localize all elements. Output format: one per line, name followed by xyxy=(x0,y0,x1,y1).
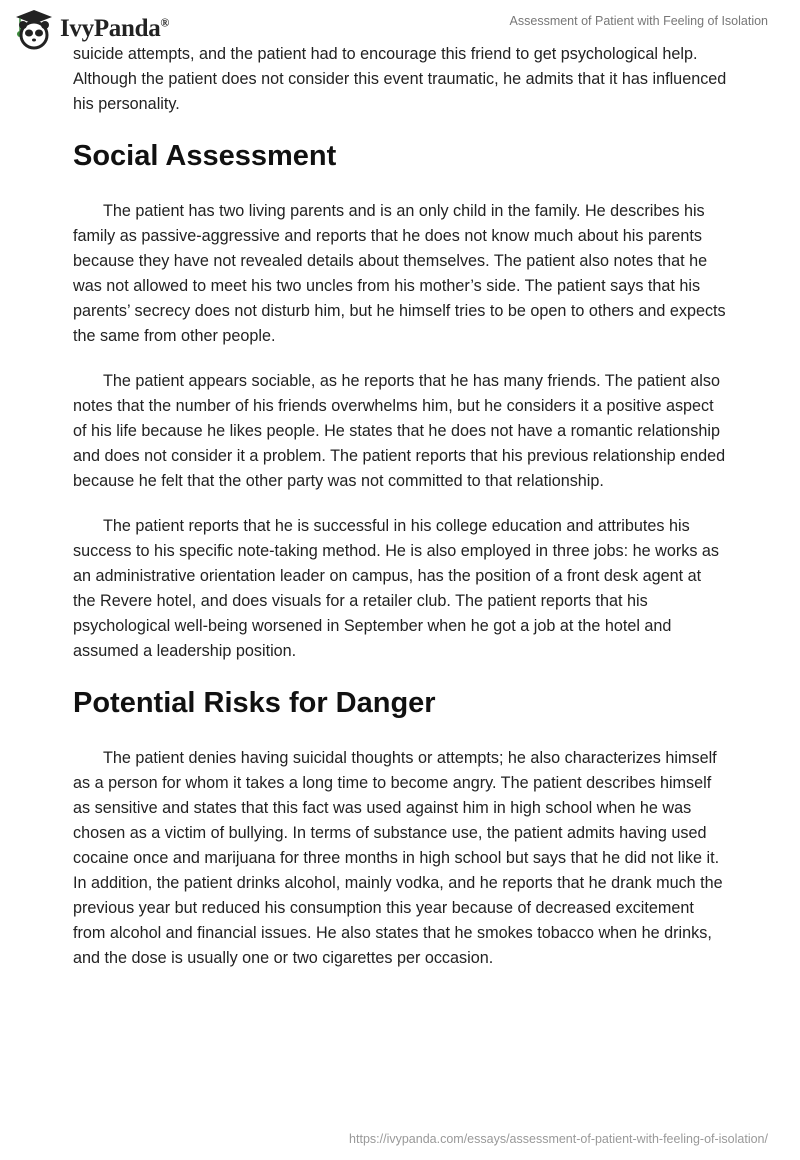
essay-body xyxy=(73,42,727,991)
brand-name: IvyPanda xyxy=(60,15,161,42)
paragraph: The patient denies having suicidal thoughts or attempts; he also characterizes himself as a person for whom it takes a long time to become angry. The patient describes himself as sensitive and states that this fact was used against him in high school when he was chosen as a victim of bullying. In terms of substance use, the patient admits having used cocaine once and marijuana for three months in high school but says that he did not like it. In addition, the patient drinks alcohol, mainly vodka, and he reports that he drank much the previous year but reduced his consumption this year because of decreased excitement from alcohol and financial issues. He also states that he smokes tobacco when he drinks, and the dose is usually one or two cigarettes per occasion. xyxy=(73,749,723,967)
paragraph: The patient appears sociable, as he reports that he has many friends. The patient also notes that the number of his friends overwhelms him, but he considers it a positive aspect of his life because he likes people. He states that he does not have a romantic relationship and does not consider it a problem. The patient reports that his previous relationship ended because he felt that the other party was not committed to that relationship. xyxy=(73,372,726,490)
section-heading-potential-risks: Potential Risks for Danger xyxy=(73,687,436,719)
intro-paragraph: suicide attempts, and the patient had to encourage this friend to get psychological help. Although the patient does not consider this event traumatic, he admits that it has influenced his personality. xyxy=(73,45,727,113)
paragraph: The patient has two living parents and is an only child in the family. He describes his family as passive-aggressive and reports that he does not know much about his parents because they have not revealed details about themselves. The patient also notes that he was not allowed to meet his two uncles from his mother’s side. The patient says that his parents’ secrecy does not disturb him, but he himself tries to be open to others and expects the same from other people. xyxy=(73,202,726,345)
paragraph: The patient reports that he is successful in his college education and attributes his success to his specific note-taking method. He is also employed in three jobs: he works as an administrative orientation leader on campus, has the position of a front desk agent at the Revere hotel, and does visuals for a retailer club. The patient reports that his psychological well-being worsened in September when he got a job at the hotel and assumed a leadership position. xyxy=(73,517,720,660)
panda-graduate-icon xyxy=(14,8,54,50)
section-heading-social-assessment: Social Assessment xyxy=(73,140,337,172)
source-url[interactable]: https://ivypanda.com/essays/assessment-of-patient-with-feeling-of-isolation/ xyxy=(349,1132,768,1146)
brand-registered-mark: ® xyxy=(160,15,170,30)
document-title: Assessment of Patient with Feeling of Isolation xyxy=(509,14,768,28)
